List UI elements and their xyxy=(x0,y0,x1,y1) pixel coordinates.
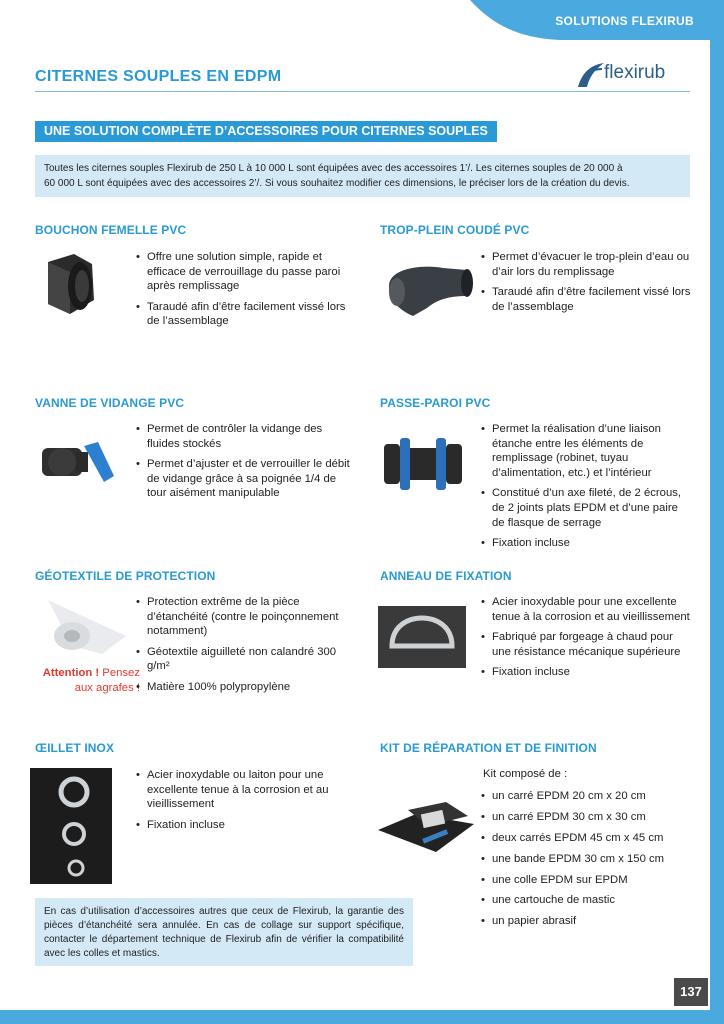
geotextile-title: GÉOTEXTILE DE PROTECTION xyxy=(35,569,216,583)
passeparoi-list xyxy=(481,422,691,557)
list-item: • Permet d’évacuer le trop-plein d’eau ou d’air lors du remplissage xyxy=(481,250,691,279)
bouchon-list xyxy=(136,250,351,335)
list-item: • Offre une solution simple, rapide et efficace de verrouillage du passe paroi après remplissage xyxy=(136,250,351,294)
kit-title: KIT DE RÉPARATION ET DE FINITION xyxy=(380,741,597,755)
elbow-image xyxy=(383,258,475,320)
list-item: • une colle EPDM sur EPDM xyxy=(481,873,693,888)
list-item: • Matière 100% polypropylène xyxy=(136,680,351,695)
list-item: • une bande EPDM 30 cm x 150 cm xyxy=(481,852,693,867)
list-item: • Géotextile aiguilleté non calandré 300 g/m² xyxy=(136,645,351,674)
list-item: • Fixation incluse xyxy=(481,665,693,680)
intro-box xyxy=(35,155,690,197)
geotextile-image xyxy=(42,596,128,658)
list-item: • un carré EPDM 30 cm x 30 cm xyxy=(481,810,693,825)
vanne-list xyxy=(136,422,351,507)
section-banner: UNE SOLUTION COMPLÈTE D’ACCESSOIRES POUR CITERNES SOUPLES xyxy=(35,121,497,142)
list-item: • Permet d’ajuster et de verrouiller le débit de vidange grâce à sa poignée 1/4 de tour aisément manipulable xyxy=(136,457,351,501)
list-item: • un carré EPDM 20 cm x 20 cm xyxy=(481,789,693,804)
repair-kit-image xyxy=(376,800,476,855)
list-item: • Fixation incluse xyxy=(481,536,691,551)
list-item: • Fixation incluse xyxy=(136,818,351,833)
intro-line-1: Toutes les citernes souples Flexirub de 250 L à 10 000 L sont équipées avec des accessoires 1’/. Les citernes souples de 20 000 à xyxy=(44,163,623,174)
list-item: • Permet de contrôler la vidange des fluides stockés xyxy=(136,422,351,451)
oeillet-title: ŒILLET INOX xyxy=(35,741,115,755)
anneau-list xyxy=(481,595,693,686)
list-item: • Constitué d’un axe fileté, de 2 écrous, de 2 joints plats EPDM et d’une paire de flasque de serrage xyxy=(481,486,691,530)
attention-note xyxy=(30,666,140,696)
list-item: • Taraudé afin d’être facilement vissé lors de l’assemblage xyxy=(136,300,351,329)
list-item: • Protection extrême de la pièce d’étanchéité (contre le poinçonnement notamment) xyxy=(136,595,351,639)
header-label: SOLUTIONS FLEXIRUB xyxy=(555,14,694,28)
list-item: • Acier inoxydable ou laiton pour une excellente tenue à la corrosion et au vieillissement xyxy=(136,768,351,812)
intro-line-2: 60 000 L sont équipées avec des accessoires 2’/. Si vous souhaitez modifier ces dimensions, le préciser lors de la création du devis. xyxy=(44,178,630,189)
list-item: • Taraudé afin d’être facilement vissé lors de l’assemblage xyxy=(481,285,691,314)
vanne-title: VANNE DE VIDANGE PVC xyxy=(35,396,185,410)
tropplein-title: TROP-PLEIN COUDÉ PVC xyxy=(380,223,530,237)
anneau-title: ANNEAU DE FIXATION xyxy=(380,569,512,583)
d-ring-image xyxy=(378,606,466,668)
passe-paroi-image xyxy=(380,430,468,500)
right-edge-bar xyxy=(710,0,724,1024)
oeillet-list xyxy=(136,768,351,838)
list-item: • Fabriqué par forgeage à chaud pour une résistance mécanique supérieure xyxy=(481,630,693,659)
logo-wordmark: flexirub xyxy=(604,62,666,83)
list-item: • Permet la réalisation d’une liaison étanche entre les éléments de remplissage (robinet, tuyau d’alimentation, etc.) et l’intérieur xyxy=(481,422,691,480)
logo-swoosh-icon xyxy=(576,61,606,89)
page-number: 137 xyxy=(674,978,708,1006)
attention-text: Pensez aux agrafes ! xyxy=(74,667,140,694)
bouchon-title: BOUCHON FEMELLE PVC xyxy=(35,223,187,237)
list-item: • Acier inoxydable pour une excellente tenue à la corrosion et au vieillissement xyxy=(481,595,693,624)
flexirub-logo xyxy=(576,60,691,90)
bouchon-image xyxy=(40,250,100,330)
title-divider xyxy=(35,91,690,92)
geotextile-list xyxy=(136,595,351,701)
valve-image xyxy=(38,432,118,494)
eyelet-image xyxy=(30,768,112,884)
passeparoi-title: PASSE-PAROI PVC xyxy=(380,396,491,410)
warranty-note: En cas d’utilisation d’accessoires autres que ceux de Flexirub, la garantie des pièces d’étanchéité sera annulée. En cas de collage sur support spécifique, contacter le département technique de Flexirub afin de vérifier la compatibilité avec les colles et mastics. xyxy=(35,898,413,966)
tropplein-list xyxy=(481,250,691,320)
list-item: • un papier abrasif xyxy=(481,914,693,929)
attention-bold: Attention ! xyxy=(42,667,100,679)
kit-intro: Kit composé de : xyxy=(483,768,568,780)
kit-list xyxy=(481,789,693,935)
bottom-edge-bar xyxy=(0,1010,724,1024)
page-title: CITERNES SOUPLES EN EDPM xyxy=(35,68,282,85)
list-item: • une cartouche de mastic xyxy=(481,893,693,908)
list-item: • deux carrés EPDM 45 cm x 45 cm xyxy=(481,831,693,846)
